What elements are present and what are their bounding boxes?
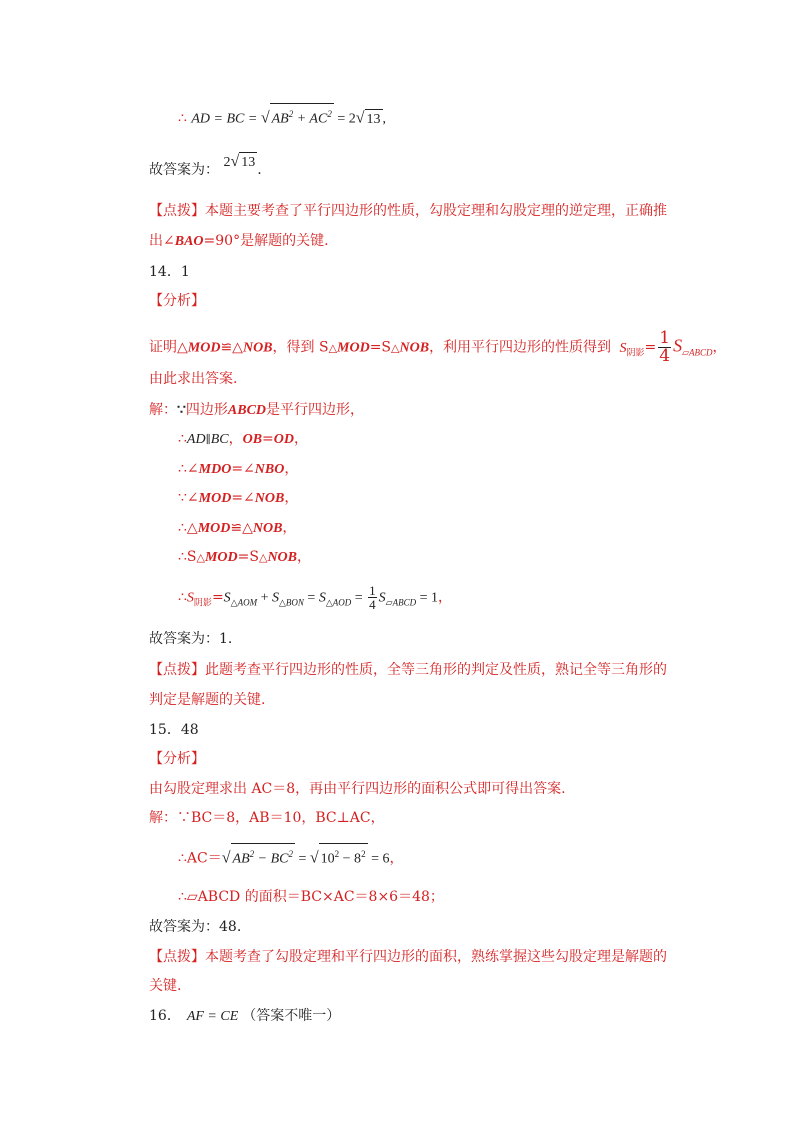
analysis-15: 由勾股定理求出 AC＝8，再由平行四边形的面积公式即可得出答案. (149, 781, 566, 797)
solution-15-line1: 解：∵BC＝8，AB＝10，BC⊥AC， (149, 810, 385, 826)
tip-15-line2: 关键. (149, 978, 182, 994)
solution-14-line6: ∴S△MOD=S△NOB， (178, 549, 311, 565)
math-eq: = 2 (333, 111, 356, 127)
solution-14-line7: $\therefore S_{阴影}=S_{\triangle AOM} + S_{\triangle BON} = S_{\triangle AOD}$ = $\frac{1}{4}$ $S_{▱ABCD} = 1$， (178, 583, 452, 612)
analysis-heading-14: 【分析】 (149, 293, 205, 309)
problem-16: 16． AF = CE （答案不唯一） (149, 1008, 341, 1024)
fraction-one-quarter-2: $\frac{1}{4}$ (369, 583, 376, 612)
math-lhs: AD = BC = (191, 111, 261, 127)
solution-15-line3: ∴▱ABCD 的面积＝BC×AC＝8×6＝48； (178, 889, 444, 905)
analysis-heading-15: 【分析】 (149, 751, 205, 767)
solution-14-line3: ∴∠MDO=∠NBO， (178, 461, 299, 477)
therefore-line-13: ∴ AD = BC = √ $AB^2 + AC^2 = 2√$ 13 , (178, 103, 386, 130)
therefore-symbol: ∴ (178, 110, 187, 127)
tip-14-line2: 判定是解题的关键. (149, 692, 266, 708)
answer-14: 故答案为：1. (149, 631, 233, 647)
tip-14-line1: 【点拨】此题考查平行四边形的性质，全等三角形的判定及性质，熟记全等三角形的 (149, 662, 667, 678)
tip-heading: 【点拨】 (149, 203, 205, 219)
tip-13-line2: 出∠BAO=90°是解题的关键. (149, 233, 329, 249)
analysis-14-line1: 证明△MOD≌△NOB，得到 S△MOD=S△NOB，利用平行四边形的性质得到 $S_{阴影}=$ $\frac{1}{4}$ $S_{▱ABCD}$， (149, 328, 727, 366)
solution-14-line4: ∵∠MOD=∠NOB， (178, 490, 299, 506)
sqrt-13: 13 (365, 109, 383, 130)
problem-14-number: 14．1 (149, 264, 190, 280)
answer-15: 故答案为：48. (149, 919, 242, 935)
tip-text: 本题主要考查了平行四边形的性质，勾股定理和勾股定理的逆定理，正确推 (205, 203, 667, 219)
answer-value: 2√ 13 (223, 155, 257, 170)
solution-15-line2: ∴AC＝√ $AB^2 - BC^2$ = √ $10^2 - 8^2 = 6$， (178, 843, 403, 870)
tip-13-line1 (149, 201, 667, 221)
solution-14-line2: ∴AD∥BC，OB=OD， (178, 431, 308, 447)
tip-15-line1: 【点拨】本题考查了勾股定理和平行四边形的面积，熟练掌握这些勾股定理是解题的 (149, 949, 667, 965)
answer-label: 故答案为： (149, 162, 219, 178)
problem-15-number: 15．48 (149, 722, 199, 738)
fraction-one-quarter: $\frac{1}{4}$ (659, 328, 671, 366)
solution-14-line1: 解：∵四边形ABCD是平行四边形， (149, 402, 365, 418)
analysis-14-line2: 由此求出答案. (149, 371, 238, 387)
solution-14-line5: ∴△MOD≌△NOB， (178, 520, 297, 536)
sqrt-expression: $AB^2 + AC^2$ (270, 103, 334, 130)
answer-13: 故答案为： 2√ 13 . (149, 153, 262, 178)
